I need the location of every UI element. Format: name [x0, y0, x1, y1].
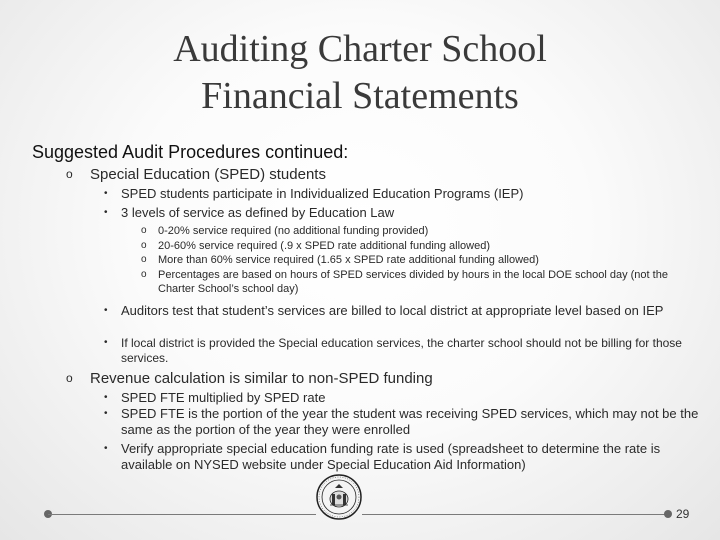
section-heading-text: Special Education (SPED) students — [90, 166, 326, 183]
slide-subtitle: Suggested Audit Procedures continued: — [32, 142, 349, 162]
page-number: 29 — [676, 507, 690, 521]
bullet-item: • SPED FTE is the portion of the year the student was receiving SPED services, which may not be the same as the portion of the year they were enrolled — [104, 406, 699, 437]
bullet-icon: • — [104, 207, 108, 218]
circle-bullet-icon: o — [66, 371, 73, 385]
state-seal-icon — [316, 474, 362, 520]
bullet-item: • SPED students participate in Individualized Education Programs (IEP) — [104, 186, 524, 201]
footer-dot-icon — [664, 510, 672, 518]
bullet-item: • Auditors test that student’s services are billed to local district at appropriate level based on IEP — [104, 303, 664, 318]
circle-bullet-icon: o — [141, 239, 147, 251]
title-line-1: Auditing Charter School — [173, 28, 547, 70]
section-heading-text: Revenue calculation is similar to non-SPED funding — [90, 370, 433, 387]
circle-bullet-icon: o — [141, 225, 147, 236]
bullet-item: • SPED FTE multiplied by SPED rate — [104, 390, 326, 405]
sub-bullet-item: o More than 60% service required (1.65 x SPED rate additional funding allowed) — [141, 254, 539, 266]
slide-title — [0, 26, 720, 120]
circle-bullet-icon: o — [66, 167, 73, 181]
sub-bullet-item: o 20-60% service required (.9 x SPED rate additional funding allowed) — [141, 239, 491, 252]
footer-divider-right — [362, 514, 668, 515]
circle-bullet-icon: o — [141, 254, 147, 265]
bullet-item: • 3 levels of service as defined by Education Law — [104, 205, 395, 220]
bullet-icon: • — [104, 392, 108, 403]
title-line-2: Financial Statements — [201, 75, 519, 117]
bullet-icon: • — [104, 443, 108, 454]
bullet-icon: • — [104, 337, 108, 348]
bullet-icon: • — [104, 305, 108, 316]
bullet-icon: • — [104, 408, 108, 419]
sub-bullet-item: o Percentages are based on hours of SPED services divided by hours in the local DOE school day (not the Charter School’s school day) — [141, 268, 668, 295]
bullet-icon: • — [104, 188, 108, 199]
circle-bullet-icon: o — [141, 268, 147, 280]
bullet-item: • If local district is provided the Special education services, the charter school should not be billing for those services. — [104, 336, 682, 365]
sub-bullet-item: o 0-20% service required (no additional funding provided) — [141, 225, 429, 237]
footer-divider-left — [48, 514, 316, 515]
bullet-item: • Verify appropriate special education funding rate is used (spreadsheet to determine the rate is available on NYSED website under Special Education Aid Information) — [104, 441, 661, 472]
